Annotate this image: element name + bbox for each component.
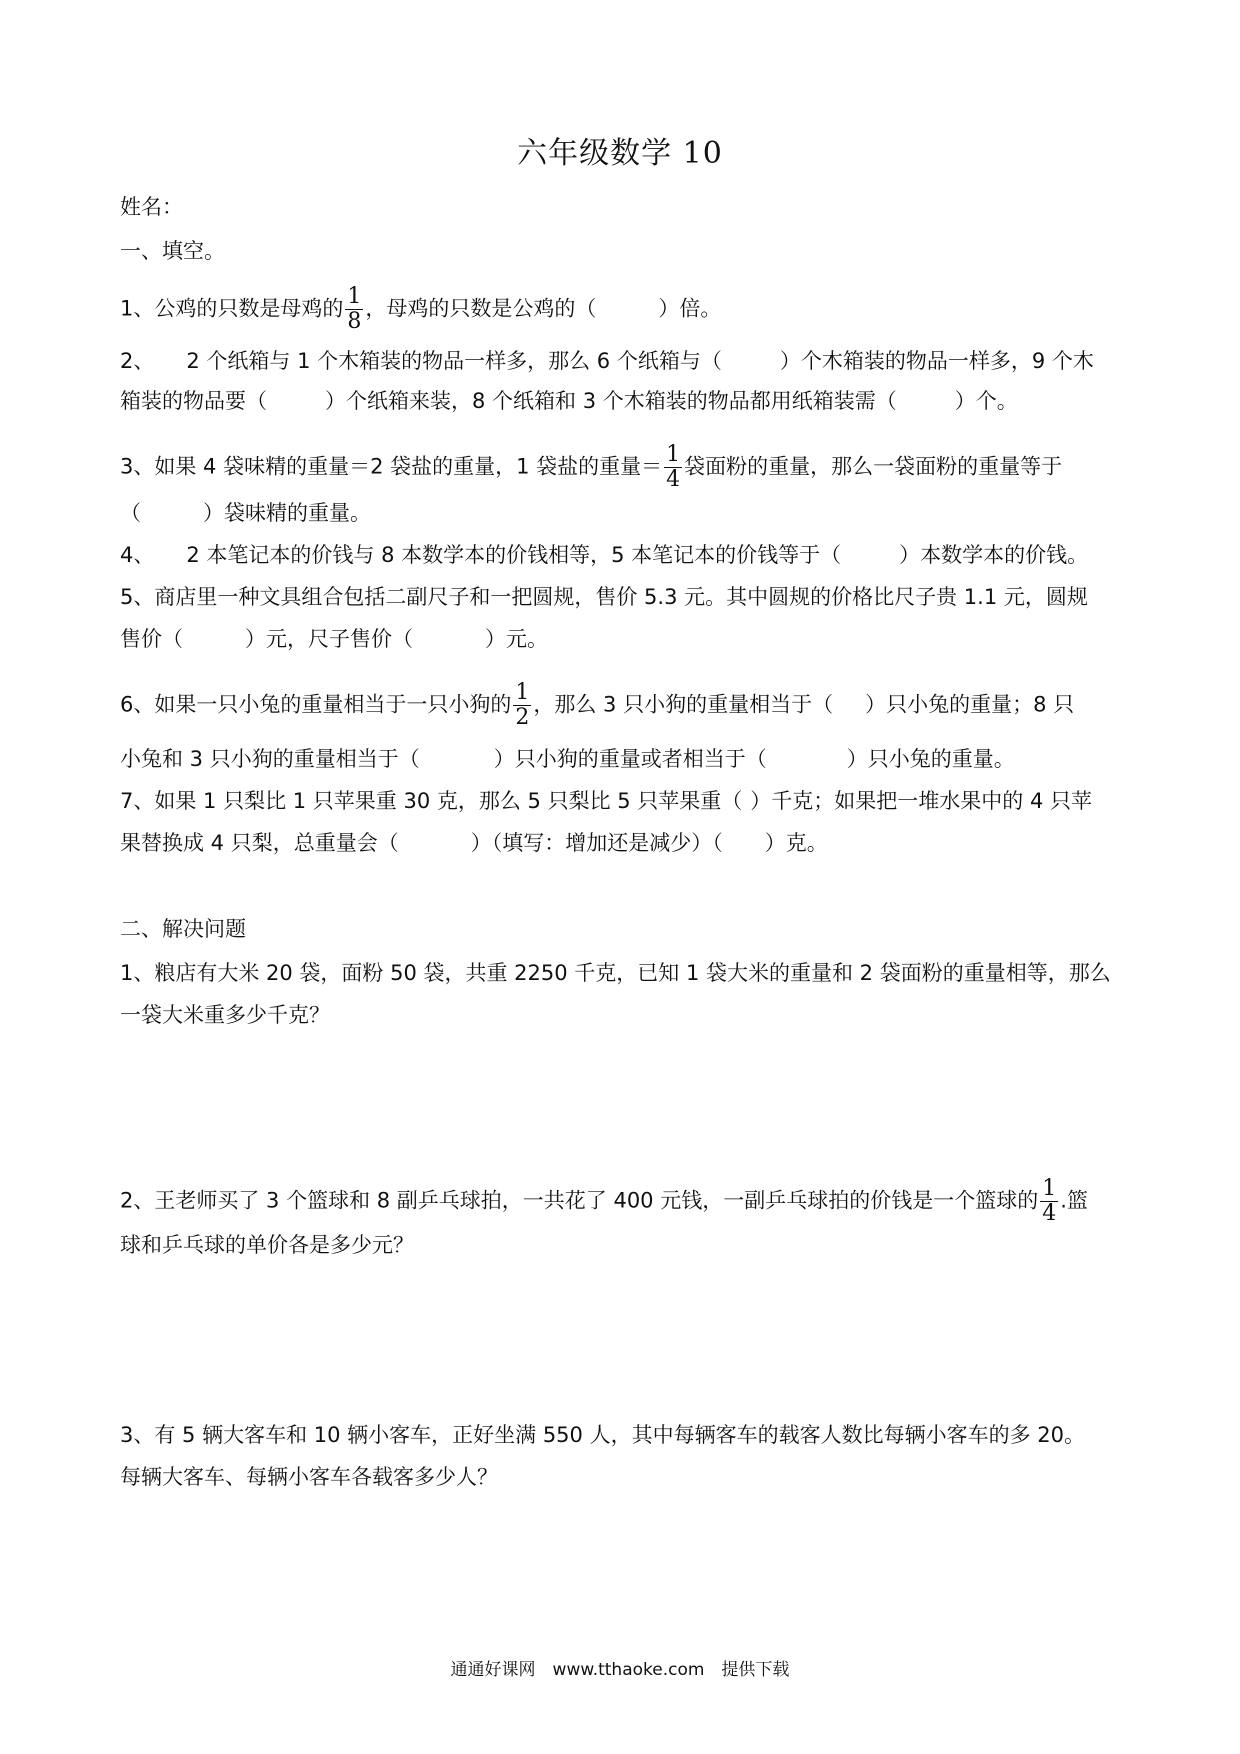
problem-3-line1: 3、有 5 辆大客车和 10 辆小客车，正好坐满 550 人，其中每辆客车的载客人数比每辆小客车的多 20。 xyxy=(120,1423,1085,1447)
question-1: 1、公鸡的只数是母鸡的 $\frac{1}{8}$ ，母鸡的只数是公鸡的（ ）倍。 xyxy=(120,284,722,334)
question-6-line1: 6、如果一只小兔的重量相当于一只小狗的 $\frac{1}{2}$ ，那么 3 只小狗的重量相当于（ ）只小兔的重量；8 只 xyxy=(120,680,1075,730)
name-label: 姓名： xyxy=(120,195,183,219)
question-3-line2: （ ）袋味精的重量。 xyxy=(120,501,371,525)
problem-1-line2: 一袋大米重多少千克？ xyxy=(120,1003,330,1027)
question-2-line1: 2、 2 个纸箱与 1 个木箱装的物品一样多，那么 6 个纸箱与（ ）个木箱装的物品一样多，9 个木 xyxy=(120,349,1094,373)
section1-heading: 一、填空。 xyxy=(120,239,225,263)
question-4: 4、 2 本笔记本的价钱与 8 本数学本的价钱相等，5 本笔记本的价钱等于（ ）本数学本的价钱。 xyxy=(120,543,1089,567)
problem-3-line2: 每辆大客车、每辆小客车各载客多少人？ xyxy=(120,1465,498,1489)
fraction-one-half: $\frac{1}{2}$ xyxy=(515,680,530,730)
footer-source: 通通好课网 www.tthaoke.com 提供下载 xyxy=(450,1660,790,1680)
question-5-line2: 售价（ ）元，尺子售价（ ）元。 xyxy=(120,627,548,651)
problem-1-line1: 1、粮店有大米 20 袋，面粉 50 袋，共重 2250 千克，已知 1 袋大米的重量和 2 袋面粉的重量相等，那么 xyxy=(120,961,1111,985)
question-6-line2: 小兔和 3 只小狗的重量相当于（ ）只小狗的重量或者相当于（ ）只小兔的重量。 xyxy=(120,747,1015,771)
section2-heading: 二、解决问题 xyxy=(120,917,246,941)
question-7-line2: 果替换成 4 只梨，总重量会（ ）（填写：增加还是减少）（ ）克。 xyxy=(120,831,828,855)
fraction-one-quarter: $\frac{1}{4}$ xyxy=(666,442,681,492)
question-5-line1: 5、商店里一种文具组合包括二副尺子和一把圆规，售价 5.3 元。其中圆规的价格比尺子贵 1.1 元，圆规 xyxy=(120,585,1088,609)
question-3-line1: 3、如果 4 袋味精的重量＝2 袋盐的重量，1 袋盐的重量＝ $\frac{1}{4}$ 袋面粉的重量，那么一袋面粉的重量等于 xyxy=(120,442,1063,492)
question-2-line2: 箱装的物品要（ ）个纸箱来装，8 个纸箱和 3 个木箱装的物品都用纸箱装需（ ）个。 xyxy=(120,389,1018,413)
question-7-line1: 7、如果 1 只梨比 1 只苹果重 30 克，那么 5 只梨比 5 只苹果重（ ）千克；如果把一堆水果中的 4 只苹 xyxy=(120,789,1092,813)
page-title: 六年级数学 10 xyxy=(517,136,723,171)
fraction-one-quarter-2: $\frac{1}{4}$ xyxy=(1042,1176,1057,1226)
problem-2-line2: 球和乒乓球的单价各是多少元？ xyxy=(120,1233,414,1257)
fraction-one-eighth: $\frac{1}{8}$ xyxy=(347,284,362,334)
problem-2-line1: 2、王老师买了 3 个篮球和 8 副乒乓球拍，一共花了 400 元钱，一副乒乓球拍的价钱是一个篮球的 $\frac{1}{4}$ .篮 xyxy=(120,1176,1088,1226)
